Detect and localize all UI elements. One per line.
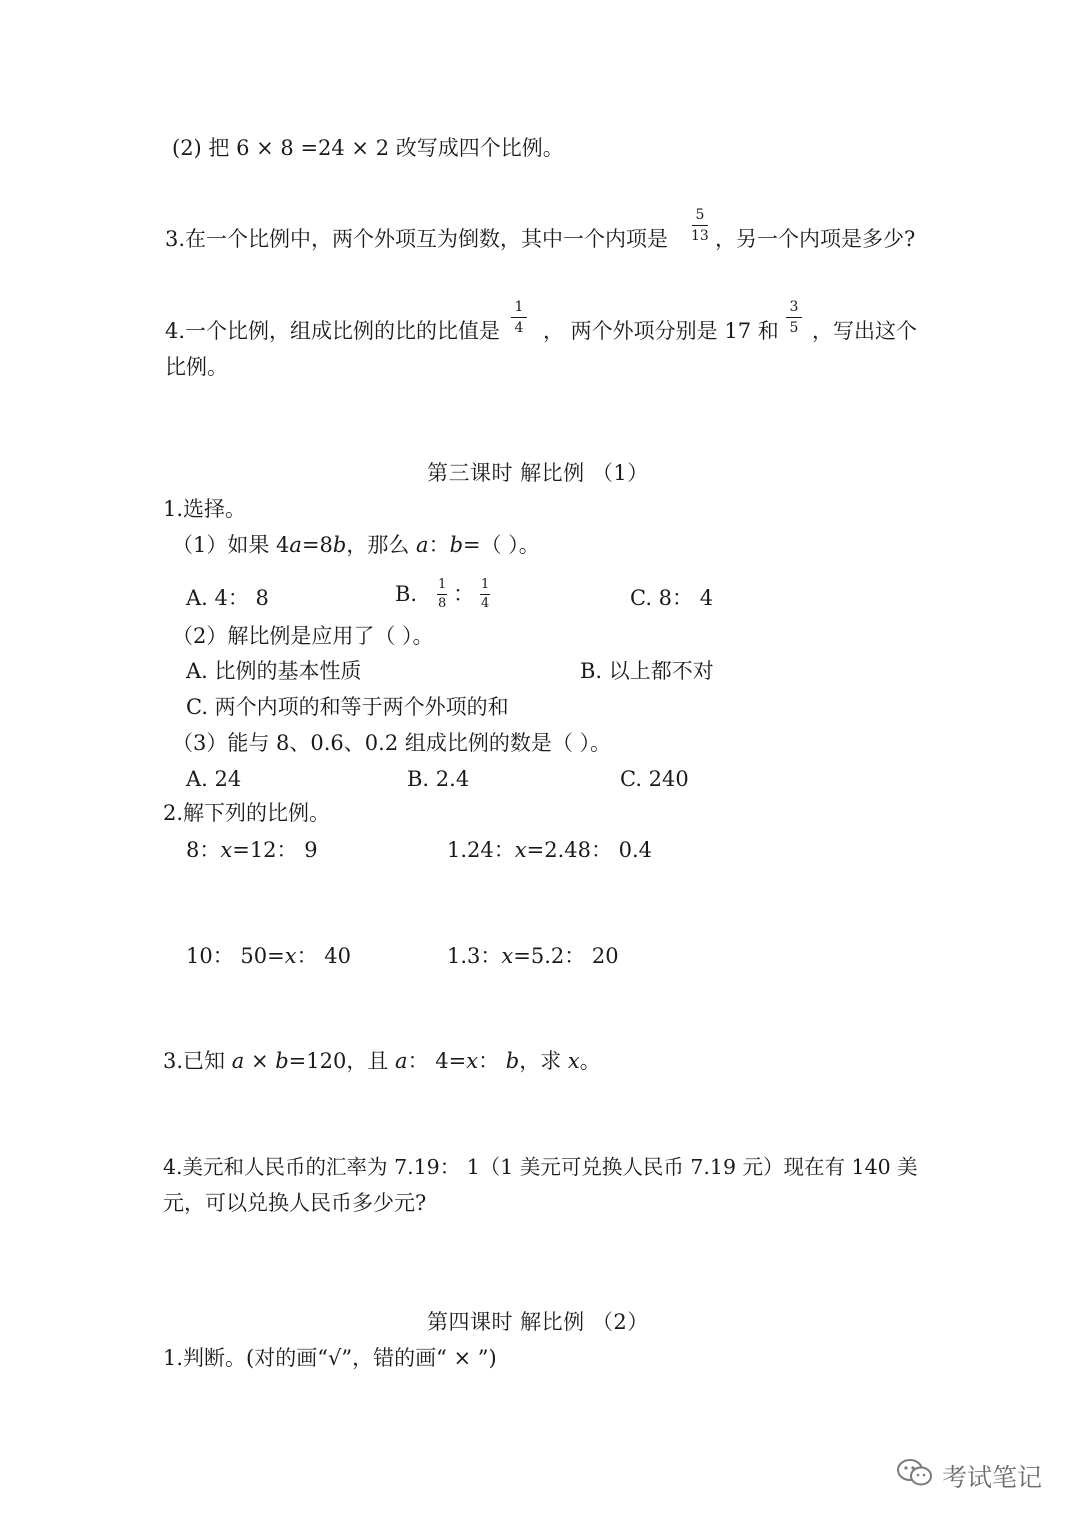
var-x: x <box>514 838 527 862</box>
fraction-3-5 <box>786 300 802 335</box>
l3-q1-3-option-c: C. 240 <box>620 767 689 791</box>
l3-q1-3: （3）能与 8、0.6、0.2 组成比例的数是（ ）。 <box>172 731 612 755</box>
fraction-denominator: 13 <box>691 228 709 244</box>
l3-q1-1 <box>172 535 540 556</box>
fraction-1-8 <box>437 578 447 610</box>
question-4-end: ，写出这个 <box>812 319 917 343</box>
var-x: x <box>501 944 514 968</box>
l3-q1-2: （2）解比例是应用了（ ）。 <box>172 624 434 648</box>
l3-q1-heading: 1.选择。 <box>163 497 247 521</box>
text: =2.48： 0.4 <box>526 838 653 862</box>
l4-q1-heading: 1.判断。(对的画“√”，错的画“ × ”) <box>163 1346 497 1370</box>
text: × <box>244 1049 276 1073</box>
text: =8 <box>301 533 333 557</box>
fraction-denominator: 4 <box>480 595 490 611</box>
text: ： <box>453 581 475 606</box>
equation-2 <box>447 840 652 861</box>
fraction-1-4 <box>511 300 527 335</box>
question-4-line2: 比例。 <box>165 355 228 379</box>
var-a: a <box>395 1049 408 1073</box>
text: （1）如果 4 <box>172 533 290 557</box>
text: ： 40 <box>296 944 351 968</box>
var-b: b <box>275 1049 289 1073</box>
text: ，那么 <box>346 533 410 557</box>
lesson-4-title: 第四课时 解比例 （2） <box>427 1310 649 1334</box>
question-3 <box>165 229 668 250</box>
equation-4 <box>447 946 619 967</box>
question-2-2: (2) 把 6 × 8 =24 × 2 改写成四个比例。 <box>172 136 564 160</box>
var-x: x <box>220 838 233 862</box>
text: =12： 9 <box>232 838 318 862</box>
text: ： <box>428 533 450 557</box>
text: 。 <box>579 1049 601 1073</box>
text: 1.3： <box>447 944 502 968</box>
l3-q1-1-option-a: A. 4： 8 <box>186 586 269 610</box>
equation-3 <box>186 946 351 967</box>
fraction-numerator: 1 <box>480 577 490 592</box>
text: ： <box>478 1049 500 1073</box>
text: =（ ）。 <box>463 533 540 557</box>
text: 1.24： <box>447 838 515 862</box>
text: =5.2： 20 <box>513 944 619 968</box>
text: =120，且 <box>288 1049 389 1073</box>
l3-q1-1-option-b <box>395 578 496 610</box>
l3-q4-line2: 元，可以兑换人民币多少元? <box>163 1191 427 1215</box>
text: ，求 <box>519 1049 562 1073</box>
watermark-text: 考试笔记 <box>942 1463 1043 1492</box>
text: 10： 50= <box>186 944 285 968</box>
fraction-numerator: 1 <box>437 577 447 592</box>
fraction-denominator: 8 <box>437 595 447 611</box>
l3-q3 <box>163 1051 601 1072</box>
l3-q4-line1: 4.美元和人民币的汇率为 7.19： 1（1 美元可兑换人民币 7.19 元）现在有 140 美 <box>163 1155 918 1179</box>
fraction-1-4 <box>480 578 490 610</box>
question-3-end: ，另一个内项是多少? <box>715 227 916 251</box>
fraction-denominator: 4 <box>514 320 524 336</box>
var-x: x <box>284 944 297 968</box>
fraction-5-13 <box>691 208 709 243</box>
wechat-icon <box>896 1458 934 1494</box>
fraction-denominator: 5 <box>789 320 799 336</box>
var-a: a <box>416 533 429 557</box>
option-label: B. <box>395 581 418 606</box>
l3-q1-2-option-b: B. 以上都不对 <box>580 659 714 683</box>
var-a: a <box>231 1049 245 1073</box>
l3-q1-2-option-c: C. 两个内项的和等于两个外项的和 <box>186 695 509 719</box>
question-3-text: 3.在一个比例中，两个外项互为倒数，其中一个内项是 <box>165 227 669 251</box>
text: 8： <box>186 838 221 862</box>
var-x: x <box>567 1049 580 1073</box>
l3-q1-2-option-a: A. 比例的基本性质 <box>186 659 362 683</box>
lesson-3-title: 第三课时 解比例 （1） <box>427 461 649 485</box>
text: 3.已知 <box>163 1049 226 1073</box>
question-4: 4.一个比例，组成比例的比的比值是 <box>165 319 501 343</box>
fraction-numerator: 1 <box>514 299 524 315</box>
l3-q1-3-option-a: A. 24 <box>186 767 242 791</box>
var-a: a <box>289 533 302 557</box>
var-b: b <box>449 533 464 557</box>
question-4-mid: ， 两个外项分别是 17 和 <box>543 319 779 343</box>
var-x: x <box>466 1049 479 1073</box>
equation-1 <box>186 840 318 861</box>
var-b: b <box>505 1049 520 1073</box>
watermark <box>896 1458 1042 1494</box>
fraction-numerator: 3 <box>789 299 799 315</box>
fraction-numerator: 5 <box>695 207 705 223</box>
var-b: b <box>332 533 347 557</box>
l3-q1-3-option-b: B. 2.4 <box>407 767 470 791</box>
l3-q1-1-option-c: C. 8： 4 <box>630 586 714 610</box>
l3-q2-heading: 2.解下列的比例。 <box>163 801 331 825</box>
text: ： 4= <box>407 1049 467 1073</box>
